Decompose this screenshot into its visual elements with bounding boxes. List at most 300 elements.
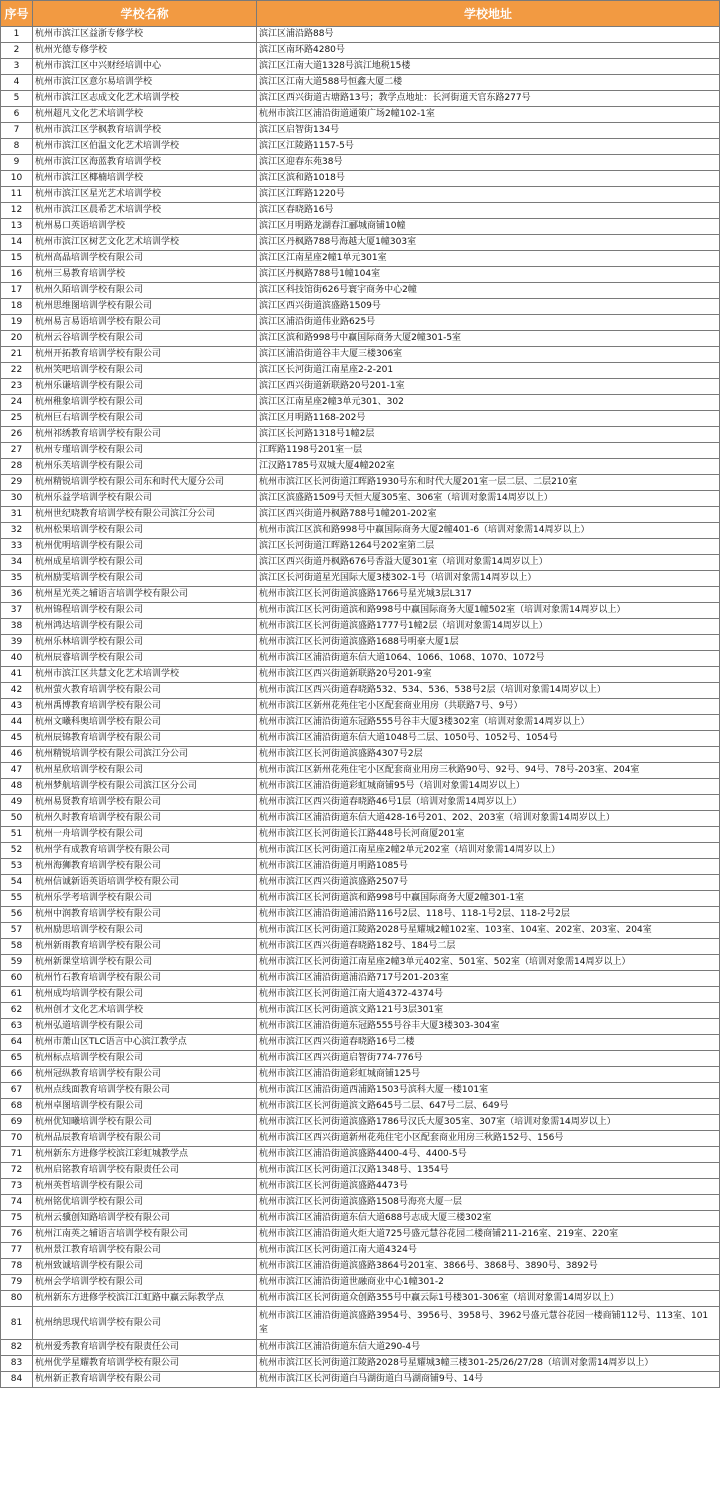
table-row xyxy=(1,651,720,667)
table-row xyxy=(1,1163,720,1179)
row-number: 40 xyxy=(1,651,33,667)
table-row xyxy=(1,523,720,539)
school-name: 杭州松果培训学校有限公司 xyxy=(33,523,257,539)
row-number: 28 xyxy=(1,459,33,475)
school-name: 杭州信诚新语英语培训学校有限公司 xyxy=(33,875,257,891)
table-body xyxy=(1,27,720,1388)
school-name: 杭州市滨江区海蓝教育培训学校 xyxy=(33,155,257,171)
row-number: 45 xyxy=(1,731,33,747)
table-row xyxy=(1,875,720,891)
table-row xyxy=(1,539,720,555)
school-address: 滨江区长河街道江晖路1264号202室第二层 xyxy=(257,539,720,555)
school-name: 杭州点线面教育培训学校有限公司 xyxy=(33,1083,257,1099)
row-number: 51 xyxy=(1,827,33,843)
row-number: 23 xyxy=(1,379,33,395)
table-row xyxy=(1,123,720,139)
row-number: 78 xyxy=(1,1259,33,1275)
school-address: 滨江区江晖路1220号 xyxy=(257,187,720,203)
school-name: 杭州笑吧培训学校有限公司 xyxy=(33,363,257,379)
row-number: 24 xyxy=(1,395,33,411)
school-address: 滨江区丹枫路788号海越大厦1幢303室 xyxy=(257,235,720,251)
table-row xyxy=(1,459,720,475)
row-number: 16 xyxy=(1,267,33,283)
school-name: 杭州启铭教育培训学校有限责任公司 xyxy=(33,1163,257,1179)
table-row xyxy=(1,859,720,875)
school-address: 杭州市滨江区长河街道滨文路645号二层、647号二层、649号 xyxy=(257,1099,720,1115)
row-number: 31 xyxy=(1,507,33,523)
school-name: 杭州萤火教育培训学校有限公司 xyxy=(33,683,257,699)
school-address: 杭州市滨江区长河街道长江路448号长河商厦201室 xyxy=(257,827,720,843)
school-name: 杭州学有成教育培训学校有限公司 xyxy=(33,843,257,859)
school-name: 杭州锦程培训学校有限公司 xyxy=(33,603,257,619)
school-address: 江晖路1198号201室一层 xyxy=(257,443,720,459)
school-name: 杭州新东方进修学校滨江彩虹城教学点 xyxy=(33,1147,257,1163)
school-name: 杭州精锐培训学校有限公司滨江分公司 xyxy=(33,747,257,763)
row-number: 36 xyxy=(1,587,33,603)
table-row xyxy=(1,747,720,763)
school-name: 杭州新雨教育培训学校有限公司 xyxy=(33,939,257,955)
row-number: 44 xyxy=(1,715,33,731)
school-address: 杭州市滨江区浦沿街道浦沿路116号2层、118号、118-1号2层、118-2号2层 xyxy=(257,907,720,923)
row-number: 82 xyxy=(1,1340,33,1356)
table-row xyxy=(1,555,720,571)
row-number: 33 xyxy=(1,539,33,555)
school-name: 杭州市滨江区意尔易培训学校 xyxy=(33,75,257,91)
table-row xyxy=(1,203,720,219)
school-name: 杭州一舟培训学校有限公司 xyxy=(33,827,257,843)
school-address: 杭州市滨江区浦沿街道东信大道688号志成大厦三楼302室 xyxy=(257,1211,720,1227)
table-row xyxy=(1,1131,720,1147)
header-num: 序号 xyxy=(1,1,33,27)
school-name: 杭州乐谦培训学校有限公司 xyxy=(33,379,257,395)
row-number: 3 xyxy=(1,59,33,75)
school-address: 杭州市滨江区浦沿街道火炬大道725号盛元慧谷花园二楼商铺211-216室、219室、220室 xyxy=(257,1227,720,1243)
school-name: 杭州专瑾培训学校有限公司 xyxy=(33,443,257,459)
table-row xyxy=(1,107,720,123)
table-row xyxy=(1,1003,720,1019)
school-address: 杭州市滨江区浦沿街道浦沿路717号201-203室 xyxy=(257,971,720,987)
table-row xyxy=(1,1356,720,1372)
school-address: 杭州市滨江区浦沿街道滨盛路4400-4号、4400-5号 xyxy=(257,1147,720,1163)
school-address: 杭州市滨江区浦沿街道彩虹城商铺95号（培训对象需14周岁以上） xyxy=(257,779,720,795)
school-address: 滨江区江南大道1328号滨江地税15楼 xyxy=(257,59,720,75)
table-row xyxy=(1,1259,720,1275)
school-address: 滨江区科技馆街626号寰宇商务中心2幢 xyxy=(257,283,720,299)
row-number: 34 xyxy=(1,555,33,571)
school-name: 杭州云骥创知路培训学校有限公司 xyxy=(33,1211,257,1227)
table-row xyxy=(1,1051,720,1067)
school-name: 杭州弘道培训学校有限公司 xyxy=(33,1019,257,1035)
table-row xyxy=(1,283,720,299)
row-number: 25 xyxy=(1,411,33,427)
school-address: 杭州市滨江区浦沿街道滨盛路3864号201室、3866号、3868号、3890号、3892号 xyxy=(257,1259,720,1275)
table-header-row xyxy=(1,1,720,27)
school-address: 滨江区西兴街道古塘路13号；教学点地址：长河街道天官东路277号 xyxy=(257,91,720,107)
school-address: 杭州市滨江区浦沿街道西浦路1503号滨科大厦一楼101室 xyxy=(257,1083,720,1099)
school-address: 杭州市滨江区长河街道滨盛路4473号 xyxy=(257,1179,720,1195)
table-row xyxy=(1,571,720,587)
school-name: 杭州梦航培训学校有限公司滨江区分公司 xyxy=(33,779,257,795)
school-name: 杭州三易教育培训学校 xyxy=(33,267,257,283)
school-address: 杭州市滨江区浦沿街道东信大道428-16号201、202、203室（培训对象需14周岁以上） xyxy=(257,811,720,827)
school-address: 杭州市滨江区长河街道滨和路998号中赢国际商务大厦1幢502室（培训对象需14周岁以上） xyxy=(257,603,720,619)
table-row xyxy=(1,715,720,731)
school-name: 杭州励雯培训学校有限公司 xyxy=(33,571,257,587)
school-name: 杭州成星培训学校有限公司 xyxy=(33,555,257,571)
school-address: 滨江区西兴街道滨盛路1509号 xyxy=(257,299,720,315)
school-address: 杭州市滨江区浦沿街道滨盛路3954号、3956号、3958号、3962号盛元慧谷花园一楼商铺112号、113室、101室 xyxy=(257,1307,720,1340)
row-number: 42 xyxy=(1,683,33,699)
table-row xyxy=(1,667,720,683)
table-row xyxy=(1,923,720,939)
school-address: 杭州市滨江区长河街道滨盛路1508号海亮大厦一层 xyxy=(257,1195,720,1211)
school-name: 杭州精锐培训学校有限公司东和时代大厦分公司 xyxy=(33,475,257,491)
row-number: 41 xyxy=(1,667,33,683)
school-address: 杭州市滨江区浦沿街道世融商业中心1幢301-2 xyxy=(257,1275,720,1291)
school-address: 杭州市滨江区长河街道滨和路998号中赢国际商务大厦2幢301-1室 xyxy=(257,891,720,907)
row-number: 32 xyxy=(1,523,33,539)
row-number: 79 xyxy=(1,1275,33,1291)
row-number: 7 xyxy=(1,123,33,139)
table-row xyxy=(1,1035,720,1051)
school-name: 杭州易言易语培训学校有限公司 xyxy=(33,315,257,331)
table-row xyxy=(1,1307,720,1340)
row-number: 59 xyxy=(1,955,33,971)
row-number: 56 xyxy=(1,907,33,923)
school-name: 杭州开拓教育培训学校有限公司 xyxy=(33,347,257,363)
school-address: 江汉路1785号双城大厦4幢202室 xyxy=(257,459,720,475)
table-row xyxy=(1,1099,720,1115)
school-address: 杭州市滨江区长河街道滨文路121号3层301室 xyxy=(257,1003,720,1019)
school-address: 滨江区浦沿街道谷丰大厦三楼306室 xyxy=(257,347,720,363)
row-number: 22 xyxy=(1,363,33,379)
school-address: 杭州市滨江区西兴街道春晓路532、534、536、538号2层（培训对象需14周岁以上） xyxy=(257,683,720,699)
row-number: 53 xyxy=(1,859,33,875)
table-row xyxy=(1,395,720,411)
school-name: 杭州致诚培训学校有限公司 xyxy=(33,1259,257,1275)
row-number: 30 xyxy=(1,491,33,507)
school-name: 杭州新东方进修学校滨江江虹路中赢云际教学点 xyxy=(33,1291,257,1307)
table-row xyxy=(1,139,720,155)
school-name: 杭州卓图培训学校有限公司 xyxy=(33,1099,257,1115)
school-name: 杭州辰锦教育培训学校有限公司 xyxy=(33,731,257,747)
table-row xyxy=(1,907,720,923)
school-name: 杭州中润教育培训学校有限公司 xyxy=(33,907,257,923)
table-row xyxy=(1,827,720,843)
table-row xyxy=(1,763,720,779)
row-number: 13 xyxy=(1,219,33,235)
table-row xyxy=(1,363,720,379)
school-address: 滨江区浦沿街道伟业路625号 xyxy=(257,315,720,331)
table-row xyxy=(1,1083,720,1099)
school-name: 杭州优学星耀教育培训学校有限公司 xyxy=(33,1356,257,1372)
school-address: 杭州市滨江区浦沿街道东冠路555号谷丰大厦3楼302室（培训对象需14周岁以上） xyxy=(257,715,720,731)
table-row xyxy=(1,635,720,651)
row-number: 17 xyxy=(1,283,33,299)
school-name: 杭州新课堂培训学校有限公司 xyxy=(33,955,257,971)
school-name: 杭州乐益学培训学校有限公司 xyxy=(33,491,257,507)
school-name: 杭州标点培训学校有限公司 xyxy=(33,1051,257,1067)
school-address: 杭州市滨江区浦沿街道东信大道1064、1066、1068、1070、1072号 xyxy=(257,651,720,667)
school-address: 杭州市滨江区浦沿街道东信大道1048号二层、1050号、1052号、1054号 xyxy=(257,731,720,747)
school-name: 杭州乐学考培训学校有限公司 xyxy=(33,891,257,907)
row-number: 19 xyxy=(1,315,33,331)
table-row xyxy=(1,475,720,491)
school-address: 杭州市滨江区西兴街道春晓路182号、184号二层 xyxy=(257,939,720,955)
row-number: 38 xyxy=(1,619,33,635)
table-row xyxy=(1,219,720,235)
school-name: 杭州优知曦培训学校有限公司 xyxy=(33,1115,257,1131)
school-address: 杭州市滨江区浦沿街道东信大道290-4号 xyxy=(257,1340,720,1356)
row-number: 2 xyxy=(1,43,33,59)
school-address: 杭州市滨江区长河街道滨盛路1777号1幢2层（培训对象需14周岁以上） xyxy=(257,619,720,635)
school-name: 杭州江南英之辅语言培训学校有限公司 xyxy=(33,1227,257,1243)
school-name: 杭州励思培训学校有限公司 xyxy=(33,923,257,939)
school-address: 滨江区滨盛路1509号天恒大厦305室、306室（培训对象需14周岁以上） xyxy=(257,491,720,507)
row-number: 54 xyxy=(1,875,33,891)
table-row xyxy=(1,891,720,907)
school-address: 杭州市滨江区西兴街道滨盛路2507号 xyxy=(257,875,720,891)
school-address: 杭州市滨江区长河街道滨盛路1786号汉氏大厦305室、307室（培训对象需14周岁以上） xyxy=(257,1115,720,1131)
row-number: 58 xyxy=(1,939,33,955)
school-name: 杭州久陌培训学校有限公司 xyxy=(33,283,257,299)
school-name: 杭州市滨江区树艺文化艺术培训学校 xyxy=(33,235,257,251)
school-name: 杭州铭优培训学校有限公司 xyxy=(33,1195,257,1211)
school-name: 杭州易贤教育培训学校有限公司 xyxy=(33,795,257,811)
table-row xyxy=(1,379,720,395)
row-number: 37 xyxy=(1,603,33,619)
school-name: 杭州英哲培训学校有限公司 xyxy=(33,1179,257,1195)
school-address: 滨江区迎春东苑38号 xyxy=(257,155,720,171)
school-address: 杭州市滨江区西兴街道春晓路46号1层（培训对象需14周岁以上） xyxy=(257,795,720,811)
school-address: 滨江区长河街道江南星座2-2-201 xyxy=(257,363,720,379)
school-address: 滨江区长河路1318号1幢2层 xyxy=(257,427,720,443)
table-row xyxy=(1,507,720,523)
school-name: 杭州竹石教育培训学校有限公司 xyxy=(33,971,257,987)
school-address: 滨江区浦沿路88号 xyxy=(257,27,720,43)
school-name: 杭州乐林培训学校有限公司 xyxy=(33,635,257,651)
school-address: 杭州市滨江区长河街道众创路355号中赢云际1号楼301-306室（培训对象需14周岁以上） xyxy=(257,1291,720,1307)
row-number: 81 xyxy=(1,1307,33,1340)
table-row xyxy=(1,811,720,827)
row-number: 69 xyxy=(1,1115,33,1131)
row-number: 39 xyxy=(1,635,33,651)
school-name: 杭州超凡文化艺术培训学校 xyxy=(33,107,257,123)
school-name: 杭州市萧山区TLC语言中心滨江教学点 xyxy=(33,1035,257,1051)
school-address: 滨江区江陵路1157-5号 xyxy=(257,139,720,155)
row-number: 65 xyxy=(1,1051,33,1067)
row-number: 80 xyxy=(1,1291,33,1307)
row-number: 35 xyxy=(1,571,33,587)
row-number: 15 xyxy=(1,251,33,267)
table-row xyxy=(1,155,720,171)
table-row xyxy=(1,267,720,283)
table-row xyxy=(1,619,720,635)
school-name: 杭州优明培训学校有限公司 xyxy=(33,539,257,555)
row-number: 72 xyxy=(1,1163,33,1179)
row-number: 83 xyxy=(1,1356,33,1372)
row-number: 64 xyxy=(1,1035,33,1051)
row-number: 12 xyxy=(1,203,33,219)
school-name: 杭州纳思现代培训学校有限公司 xyxy=(33,1307,257,1340)
school-address: 杭州市滨江区长河街道江南大道4324号 xyxy=(257,1243,720,1259)
school-address: 杭州市滨江区长河街道滨盛路4307号2层 xyxy=(257,747,720,763)
table-row xyxy=(1,1115,720,1131)
row-number: 71 xyxy=(1,1147,33,1163)
row-number: 63 xyxy=(1,1019,33,1035)
row-number: 68 xyxy=(1,1099,33,1115)
table-row xyxy=(1,235,720,251)
row-number: 20 xyxy=(1,331,33,347)
school-name: 杭州市滨江区星光艺术培训学校 xyxy=(33,187,257,203)
school-address: 杭州市滨江区长河街道江南大道4372-4374号 xyxy=(257,987,720,1003)
school-name: 杭州市滨江区志成文化艺术培训学校 xyxy=(33,91,257,107)
table-row xyxy=(1,1147,720,1163)
table-row xyxy=(1,427,720,443)
school-address: 杭州市滨江区西兴街道启智街774-776号 xyxy=(257,1051,720,1067)
table-row xyxy=(1,843,720,859)
table-row xyxy=(1,939,720,955)
table-row xyxy=(1,411,720,427)
school-address: 滨江区江南大道588号恒鑫大厦二楼 xyxy=(257,75,720,91)
school-address: 滨江区西兴街道新联路20号201-1室 xyxy=(257,379,720,395)
school-address: 滨江区月明路龙湖春江郦城商铺10幢 xyxy=(257,219,720,235)
table-row xyxy=(1,171,720,187)
school-address: 杭州市滨江区新州花苑住宅小区配套商业用房三秋路90号、92号、94号、78号-203室、204室 xyxy=(257,763,720,779)
row-number: 18 xyxy=(1,299,33,315)
table-row xyxy=(1,491,720,507)
row-number: 50 xyxy=(1,811,33,827)
row-number: 55 xyxy=(1,891,33,907)
school-address: 滨江区西兴街道丹枫路788号1幢201-202室 xyxy=(257,507,720,523)
school-name: 杭州稚象培训学校有限公司 xyxy=(33,395,257,411)
row-number: 46 xyxy=(1,747,33,763)
row-number: 76 xyxy=(1,1227,33,1243)
school-name: 杭州禹博教育培训学校有限公司 xyxy=(33,699,257,715)
table-row xyxy=(1,331,720,347)
school-address: 杭州市滨江区西兴街道新州花苑住宅小区配套商业用房三秋路152号、156号 xyxy=(257,1131,720,1147)
school-name: 杭州高晶培训学校有限公司 xyxy=(33,251,257,267)
row-number: 8 xyxy=(1,139,33,155)
row-number: 27 xyxy=(1,443,33,459)
table-row xyxy=(1,1067,720,1083)
school-name: 杭州文曦科奥培训学校有限公司 xyxy=(33,715,257,731)
row-number: 26 xyxy=(1,427,33,443)
table-row xyxy=(1,1243,720,1259)
school-name: 杭州新正教育培训学校有限公司 xyxy=(33,1372,257,1388)
school-address: 杭州市滨江区浦沿街道月明路1085号 xyxy=(257,859,720,875)
school-address: 杭州市滨江区长河街道白马湖街道白马湖商铺9号、14号 xyxy=(257,1372,720,1388)
table-row xyxy=(1,347,720,363)
table-row xyxy=(1,43,720,59)
table-row xyxy=(1,299,720,315)
table-row xyxy=(1,971,720,987)
school-name: 杭州会学培训学校有限公司 xyxy=(33,1275,257,1291)
school-name: 杭州乐芙培训学校有限公司 xyxy=(33,459,257,475)
table-row xyxy=(1,443,720,459)
table-row xyxy=(1,315,720,331)
row-number: 14 xyxy=(1,235,33,251)
school-address: 杭州市滨江区浦沿街道东冠路555号谷丰大厦3楼303-304室 xyxy=(257,1019,720,1035)
school-name: 杭州海狮教育培训学校有限公司 xyxy=(33,859,257,875)
school-address: 滨江区南环路4280号 xyxy=(257,43,720,59)
school-name: 杭州巨右培训学校有限公司 xyxy=(33,411,257,427)
school-name: 杭州景江教育培训学校有限公司 xyxy=(33,1243,257,1259)
school-name: 杭州祁绣教育培训学校有限公司 xyxy=(33,427,257,443)
school-address: 滨江区长河街道星光国际大厦3楼302-1号（培训对象需14周岁以上） xyxy=(257,571,720,587)
school-address: 滨江区月明路1168-202号 xyxy=(257,411,720,427)
school-address: 滨江区滨和路1018号 xyxy=(257,171,720,187)
school-address: 滨江区西兴街道丹枫路676号香溢大厦301室（培训对象需14周岁以上） xyxy=(257,555,720,571)
school-address: 杭州市滨江区西兴街道新联路20号201-9室 xyxy=(257,667,720,683)
table-row xyxy=(1,683,720,699)
school-name: 杭州爱秀教育培训学校有限责任公司 xyxy=(33,1340,257,1356)
school-name: 杭州易口英语培训学校 xyxy=(33,219,257,235)
school-name: 杭州市滨江区共慧文化艺术培训学校 xyxy=(33,667,257,683)
school-name: 杭州市滨江区椰楠培训学校 xyxy=(33,171,257,187)
school-name: 杭州市滨江区中兴财经培训中心 xyxy=(33,59,257,75)
table-row xyxy=(1,795,720,811)
table-row xyxy=(1,27,720,43)
table-row xyxy=(1,987,720,1003)
row-number: 4 xyxy=(1,75,33,91)
row-number: 10 xyxy=(1,171,33,187)
school-name: 杭州创才文化艺术培训学校 xyxy=(33,1003,257,1019)
row-number: 48 xyxy=(1,779,33,795)
school-address: 滨江区江南星座2幢1单元301室 xyxy=(257,251,720,267)
table-row xyxy=(1,59,720,75)
school-address: 滨江区春晓路16号 xyxy=(257,203,720,219)
table-row xyxy=(1,91,720,107)
row-number: 84 xyxy=(1,1372,33,1388)
table-row xyxy=(1,1291,720,1307)
school-name: 杭州成均培训学校有限公司 xyxy=(33,987,257,1003)
school-name: 杭州鸿达培训学校有限公司 xyxy=(33,619,257,635)
row-number: 77 xyxy=(1,1243,33,1259)
row-number: 52 xyxy=(1,843,33,859)
table-row xyxy=(1,603,720,619)
row-number: 9 xyxy=(1,155,33,171)
school-address: 杭州市滨江区浦沿街道彩虹城商铺125号 xyxy=(257,1067,720,1083)
school-name: 杭州市滨江区伯温文化艺术培训学校 xyxy=(33,139,257,155)
school-address: 杭州市滨江区长河街道江南星座2幢3单元402室、501室、502室（培训对象需14周岁以上） xyxy=(257,955,720,971)
table-row xyxy=(1,187,720,203)
row-number: 73 xyxy=(1,1179,33,1195)
school-address: 滨江区滨和路998号中赢国际商务大厦2幢301-5室 xyxy=(257,331,720,347)
table-row xyxy=(1,1211,720,1227)
row-number: 11 xyxy=(1,187,33,203)
school-name: 杭州世纪晓教育培训学校有限公司滨江分公司 xyxy=(33,507,257,523)
school-address: 滨江区启智街134号 xyxy=(257,123,720,139)
row-number: 60 xyxy=(1,971,33,987)
school-address: 杭州市滨江区滨和路998号中赢国际商务大厦2幢401-6（培训对象需14周岁以上） xyxy=(257,523,720,539)
row-number: 75 xyxy=(1,1211,33,1227)
school-name: 杭州光德专修学校 xyxy=(33,43,257,59)
table-row xyxy=(1,1195,720,1211)
table-row xyxy=(1,1340,720,1356)
table-row xyxy=(1,1372,720,1388)
school-address: 滨江区丹枫路788号1幢104室 xyxy=(257,267,720,283)
school-address: 滨江区江南星座2幢3单元301、302 xyxy=(257,395,720,411)
school-address: 杭州市滨江区西兴街道春晓路16号二楼 xyxy=(257,1035,720,1051)
school-address: 杭州市滨江区长河街道滨盛路1688号明豪大厦1层 xyxy=(257,635,720,651)
school-address: 杭州市滨江区长河街道江汉路1348号、1354号 xyxy=(257,1163,720,1179)
table-row xyxy=(1,75,720,91)
school-address: 杭州市滨江区长河街道滨盛路1766号星光城3层L317 xyxy=(257,587,720,603)
table-row xyxy=(1,1019,720,1035)
school-name: 杭州市滨江区晨希艺术培训学校 xyxy=(33,203,257,219)
school-address: 杭州市滨江区长河街道江南星座2幢2单元202室（培训对象需14周岁以上） xyxy=(257,843,720,859)
